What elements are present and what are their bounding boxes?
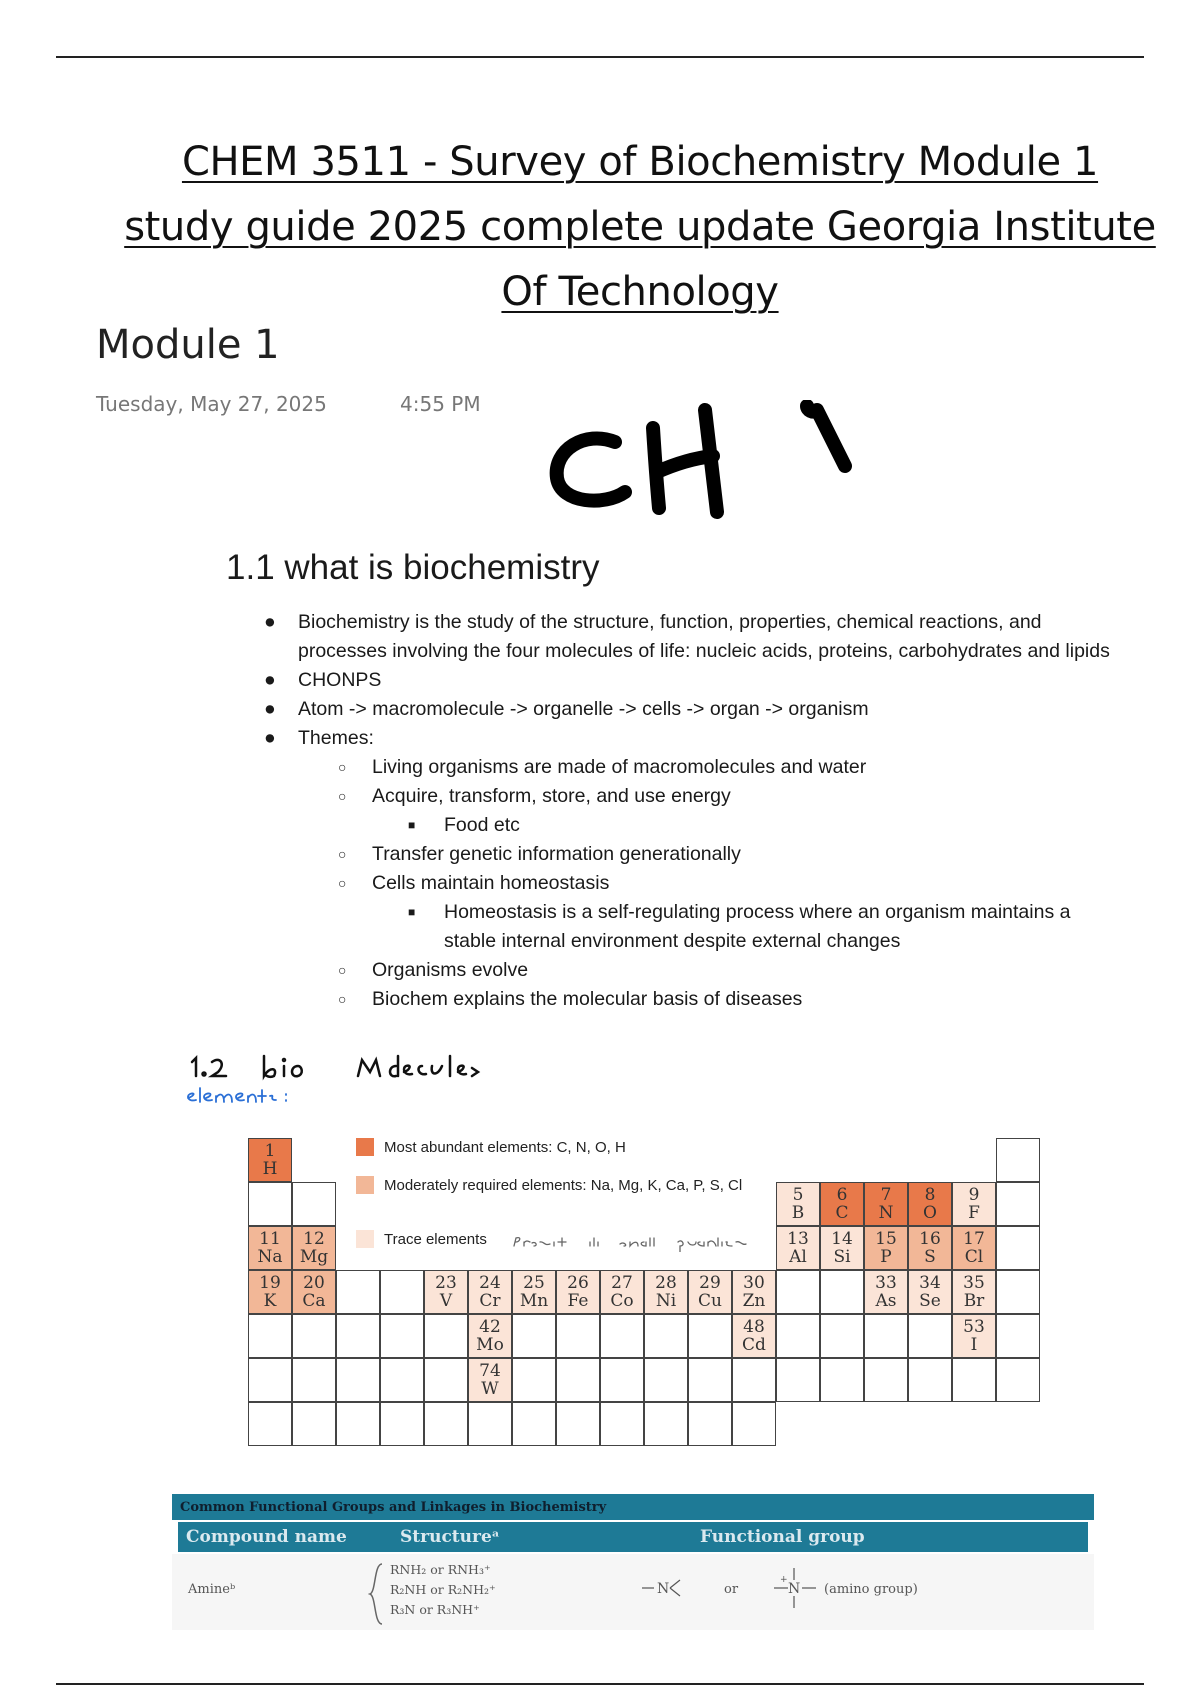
atomic-number: 13 — [787, 1229, 809, 1249]
top-rule — [56, 56, 1144, 58]
empty-element-cell — [996, 1182, 1040, 1226]
element-symbol: S — [924, 1247, 936, 1267]
element-symbol: N — [878, 1203, 894, 1223]
legend-trace: Trace elements — [384, 1230, 487, 1249]
element-symbol: W — [481, 1379, 499, 1399]
element-cell-s — [908, 1226, 952, 1270]
structure-line: RNH₂ or RNH₃⁺ — [390, 1562, 491, 1577]
empty-element-cell — [732, 1358, 776, 1402]
structure-brace — [368, 1562, 386, 1626]
empty-element-cell — [380, 1358, 424, 1402]
element-cell-se — [908, 1270, 952, 1314]
legend-most: Most abundant elements: C, N, O, H — [384, 1138, 626, 1157]
element-symbol: Si — [833, 1247, 851, 1267]
svg-text:N: N — [657, 1581, 670, 1597]
element-symbol: B — [791, 1203, 805, 1223]
title-line-1: CHEM 3511 - Survey of Biochemistry Module 1 — [181, 139, 1099, 185]
list-item: ● Biochemistry is the study of the structure, function, properties, chemical reactions, and processes involving the four molecules of life: nucleic acids, proteins, carbohydrates and lipids — [264, 611, 1110, 662]
element-cell-o — [908, 1182, 952, 1226]
empty-element-cell — [600, 1314, 644, 1358]
empty-element-cell — [292, 1358, 336, 1402]
element-symbol: Mg — [299, 1247, 329, 1267]
legend-swatch-trace — [356, 1230, 374, 1248]
empty-element-cell — [424, 1358, 468, 1402]
element-symbol: K — [263, 1291, 277, 1311]
element-cell-al — [776, 1226, 820, 1270]
element-symbol: H — [262, 1159, 278, 1179]
title-line-2: study guide 2025 complete update Georgia Institute — [124, 204, 1156, 250]
list-item: ● Atom -> macromolecule -> organelle -> cells -> organ -> organism — [264, 698, 869, 720]
empty-element-cell — [468, 1402, 512, 1446]
atomic-number: 35 — [963, 1273, 985, 1293]
element-cell-co — [600, 1270, 644, 1314]
empty-element-cell — [996, 1270, 1040, 1314]
atomic-number: 28 — [655, 1273, 677, 1293]
atomic-number: 20 — [303, 1273, 325, 1293]
sub-list-item: ○ Cells maintain homeostasis — [338, 872, 610, 894]
sub-sub-list-item: ■ Food etc — [408, 814, 520, 836]
empty-element-cell — [248, 1182, 292, 1226]
periodic-table — [248, 1138, 1042, 1452]
empty-element-cell — [556, 1402, 600, 1446]
table-caption: Common Functional Groups and Linkages in Biochemistry — [172, 1494, 1094, 1520]
sub-list-item: ○ Acquire, transform, store, and use energy — [338, 785, 731, 807]
atomic-number: 15 — [875, 1229, 897, 1249]
empty-element-cell — [908, 1314, 952, 1358]
atomic-number: 30 — [743, 1273, 765, 1293]
element-cell-n — [864, 1182, 908, 1226]
empty-element-cell — [556, 1358, 600, 1402]
empty-element-cell — [292, 1182, 336, 1226]
empty-element-cell — [292, 1314, 336, 1358]
element-cell-si — [820, 1226, 864, 1270]
empty-element-cell — [512, 1402, 556, 1446]
table-header-row — [178, 1522, 1088, 1552]
column-header: Compound name — [186, 1527, 347, 1547]
element-symbol: F — [968, 1203, 980, 1223]
atomic-number: 16 — [919, 1229, 941, 1249]
empty-element-cell — [248, 1402, 292, 1446]
element-symbol: Se — [919, 1291, 941, 1311]
atomic-number: 6 — [836, 1185, 848, 1205]
empty-element-cell — [996, 1138, 1040, 1182]
element-symbol: O — [923, 1203, 937, 1223]
amino-group-structure — [772, 1564, 822, 1612]
element-cell-mn — [512, 1270, 556, 1314]
empty-element-cell — [292, 1402, 336, 1446]
atomic-number: 19 — [259, 1273, 281, 1293]
sub-sub-list-item: ■ Homeostasis is a self-regulating process where an organism maintains a stable internal environment despite external changes — [408, 901, 1071, 952]
empty-element-cell — [556, 1314, 600, 1358]
empty-element-cell — [336, 1314, 380, 1358]
element-cell-p — [864, 1226, 908, 1270]
atomic-number: 53 — [963, 1317, 985, 1337]
empty-element-cell — [820, 1314, 864, 1358]
sub-list-item: ○ Transfer genetic information generationally — [338, 843, 741, 865]
empty-element-cell — [424, 1314, 468, 1358]
empty-element-cell — [600, 1402, 644, 1446]
or-label: or — [724, 1582, 739, 1597]
element-cell-na — [248, 1226, 292, 1270]
amino-group-label: (amino group) — [824, 1582, 918, 1597]
atomic-number: 14 — [831, 1229, 853, 1249]
element-cell-ni — [644, 1270, 688, 1314]
legend-swatch-most — [356, 1138, 374, 1156]
atomic-number: 27 — [611, 1273, 633, 1293]
empty-element-cell — [644, 1402, 688, 1446]
empty-element-cell — [248, 1314, 292, 1358]
structure-line: R₂NH or R₂NH₂⁺ — [390, 1582, 496, 1597]
sub-list-item: ○ Organisms evolve — [338, 959, 529, 981]
element-symbol: Zn — [742, 1291, 766, 1311]
element-cell-mg — [292, 1226, 336, 1270]
empty-element-cell — [688, 1314, 732, 1358]
element-cell-b — [776, 1182, 820, 1226]
empty-element-cell — [336, 1270, 380, 1314]
compound-name-cell: Amineᵇ — [188, 1582, 236, 1597]
empty-element-cell — [864, 1358, 908, 1402]
empty-element-cell — [600, 1358, 644, 1402]
empty-element-cell — [776, 1358, 820, 1402]
element-symbol: Na — [257, 1247, 283, 1267]
handwritten-section-1-2 — [186, 1052, 506, 1112]
atomic-number: 8 — [924, 1185, 936, 1205]
atomic-number: 7 — [880, 1185, 892, 1205]
atomic-number: 17 — [963, 1229, 985, 1249]
atomic-number: 29 — [699, 1273, 721, 1293]
document-title — [80, 130, 1200, 325]
column-header: Structureᵃ — [400, 1527, 500, 1547]
note-time: 4:55 PM — [400, 392, 481, 416]
structure-line: R₃N or R₃NH⁺ — [390, 1602, 480, 1617]
element-symbol: V — [439, 1291, 453, 1311]
atomic-number: 12 — [303, 1229, 325, 1249]
handwritten-chapter-label — [545, 400, 875, 520]
sub-list-item: ○ Biochem explains the molecular basis of diseases — [338, 988, 803, 1010]
atomic-number: 34 — [919, 1273, 941, 1293]
empty-element-cell — [732, 1402, 776, 1446]
element-cell-v — [424, 1270, 468, 1314]
svg-text:+: + — [780, 1575, 788, 1585]
atomic-number: 23 — [435, 1273, 457, 1293]
empty-element-cell — [776, 1314, 820, 1358]
element-symbol: As — [875, 1291, 897, 1311]
element-symbol: Cr — [479, 1291, 501, 1311]
atomic-number: 1 — [264, 1141, 276, 1161]
element-symbol: Cl — [964, 1247, 984, 1267]
atomic-number: 24 — [479, 1273, 501, 1293]
empty-element-cell — [908, 1358, 952, 1402]
section-1-1-bullets — [226, 608, 1126, 1014]
element-symbol: Al — [789, 1247, 807, 1267]
atomic-number: 42 — [479, 1317, 501, 1337]
empty-element-cell — [380, 1270, 424, 1314]
element-cell-zn — [732, 1270, 776, 1314]
structure-cell — [390, 1560, 496, 1620]
list-item: ● Themes: — [264, 727, 374, 749]
empty-element-cell — [512, 1358, 556, 1402]
legend-swatch-moderate — [356, 1176, 374, 1194]
empty-element-cell — [644, 1314, 688, 1358]
element-cell-c — [820, 1182, 864, 1226]
empty-element-cell — [248, 1358, 292, 1402]
empty-element-cell — [952, 1358, 996, 1402]
element-symbol: I — [970, 1335, 978, 1355]
element-cell-as — [864, 1270, 908, 1314]
element-symbol: Mo — [476, 1335, 504, 1355]
empty-element-cell — [380, 1314, 424, 1358]
legend-moderate: Moderately required elements: Na, Mg, K, Ca, P, S, Cl — [384, 1176, 764, 1195]
atomic-number: 33 — [875, 1273, 897, 1293]
column-header: Functional group — [700, 1527, 865, 1547]
element-cell-mo — [468, 1314, 512, 1358]
element-symbol: Ca — [302, 1291, 326, 1311]
element-cell-w — [468, 1358, 512, 1402]
sub-list-item: ○ Living organisms are made of macromolecules and water — [338, 756, 867, 778]
title-line-3: Of Technology — [501, 269, 779, 315]
bottom-rule — [56, 1683, 1144, 1685]
atomic-number: 11 — [259, 1229, 281, 1249]
atomic-number: 5 — [792, 1185, 804, 1205]
table-row — [172, 1554, 1094, 1630]
empty-element-cell — [996, 1314, 1040, 1358]
atomic-number: 26 — [567, 1273, 589, 1293]
element-cell-fe — [556, 1270, 600, 1314]
atomic-number: 74 — [479, 1361, 501, 1381]
empty-element-cell — [820, 1270, 864, 1314]
empty-element-cell — [996, 1358, 1040, 1402]
element-cell-cl — [952, 1226, 996, 1270]
empty-element-cell — [644, 1358, 688, 1402]
element-cell-h — [248, 1138, 292, 1182]
element-symbol: Ni — [655, 1291, 677, 1311]
svg-text:N: N — [788, 1581, 801, 1597]
element-symbol: Cu — [698, 1291, 722, 1311]
empty-element-cell — [512, 1314, 556, 1358]
empty-element-cell — [688, 1402, 732, 1446]
atomic-number: 9 — [968, 1185, 980, 1205]
empty-element-cell — [688, 1358, 732, 1402]
element-cell-br — [952, 1270, 996, 1314]
empty-element-cell — [996, 1226, 1040, 1270]
element-cell-k — [248, 1270, 292, 1314]
note-date: Tuesday, May 27, 2025 — [96, 392, 327, 416]
element-symbol: C — [835, 1203, 849, 1223]
element-symbol: Cd — [742, 1335, 766, 1355]
element-cell-f — [952, 1182, 996, 1226]
empty-element-cell — [820, 1358, 864, 1402]
element-symbol: P — [880, 1247, 892, 1267]
element-symbol: Co — [610, 1291, 634, 1311]
element-cell-i — [952, 1314, 996, 1358]
element-symbol: Mn — [519, 1291, 549, 1311]
element-cell-ca — [292, 1270, 336, 1314]
element-cell-cd — [732, 1314, 776, 1358]
empty-element-cell — [776, 1270, 820, 1314]
empty-element-cell — [424, 1402, 468, 1446]
list-item: ● CHONPS — [264, 669, 382, 691]
atomic-number: 48 — [743, 1317, 765, 1337]
section-heading-1-1: 1.1 what is biochemistry — [226, 548, 600, 587]
element-symbol: Fe — [567, 1291, 589, 1311]
module-title: Module 1 — [96, 322, 280, 368]
handwritten-trace-note — [510, 1232, 760, 1252]
element-symbol: Br — [963, 1291, 985, 1311]
element-cell-cr — [468, 1270, 512, 1314]
empty-element-cell — [864, 1314, 908, 1358]
atomic-number: 25 — [523, 1273, 545, 1293]
empty-element-cell — [336, 1402, 380, 1446]
element-cell-cu — [688, 1270, 732, 1314]
functional-groups-table — [172, 1494, 1094, 1630]
empty-element-cell — [380, 1402, 424, 1446]
empty-element-cell — [336, 1358, 380, 1402]
amine-group-structure — [640, 1568, 704, 1608]
